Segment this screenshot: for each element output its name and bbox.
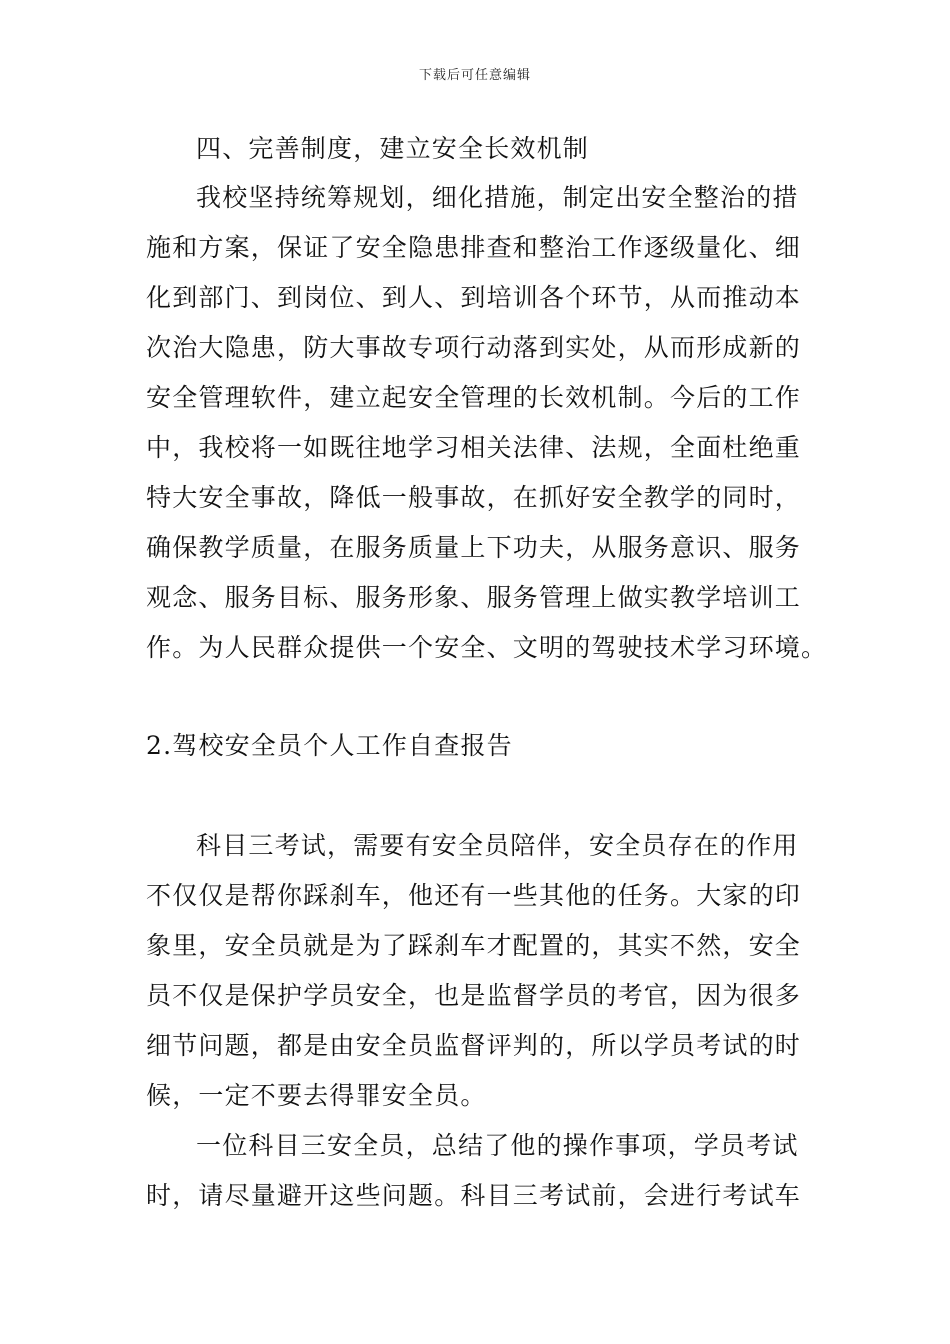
paragraph-line: 我校坚持统筹规划，细化措施，制定出安全整治的措 [196, 183, 799, 212]
paragraph-line: 化到部门、到岗位、到人、到培训各个环节，从而推动本 [146, 283, 802, 312]
paragraph-line: 候，一定不要去得罪安全员。 [146, 1081, 487, 1110]
paragraph-line: 安全管理软件，建立起安全管理的长效机制。今后的工作 [146, 383, 802, 412]
paragraph-line: 确保教学质量，在服务质量上下功夫，从服务意识、服务 [146, 533, 802, 562]
paragraph-line: 时，请尽量避开这些问题。科目三考试前，会进行考试车 [146, 1181, 802, 1210]
paragraph-line: 观念、服务目标、服务形象、服务管理上做实教学培训工 [146, 583, 802, 612]
paragraph-line: 细节问题，都是由安全员监督评判的，所以学员考试的时 [146, 1031, 802, 1060]
paragraph-line: 特大安全事故，降低一般事故，在抓好安全教学的同时， [146, 483, 802, 512]
section-heading: 四、完善制度，建立安全长效机制 [196, 134, 590, 163]
paragraph-line: 施和方案，保证了安全隐患排查和整治工作逐级量化、细 [146, 233, 802, 262]
paragraph-line: 科目三考试，需要有安全员陪伴，安全员存在的作用 [196, 831, 799, 860]
paragraph-line: 象里，安全员就是为了踩刹车才配置的，其实不然，安全 [146, 931, 802, 960]
paragraph-line: 中，我校将一如既往地学习相关法律、法规，全面杜绝重 [146, 433, 802, 462]
paragraph-line: 作。为人民群众提供一个安全、文明的驾驶技术学习环境。 [146, 633, 828, 662]
page-header: 下载后可任意编辑 [418, 68, 531, 83]
section-title: 2.驾校安全员个人工作自查报告 [146, 731, 513, 760]
paragraph-line: 员不仅是保护学员安全，也是监督学员的考官，因为很多 [146, 981, 802, 1010]
paragraph-line: 次治大隐患，防大事故专项行动落到实处，从而形成新的 [146, 333, 802, 362]
paragraph-line: 不仅仅是帮你踩刹车，他还有一些其他的任务。大家的印 [146, 881, 802, 910]
paragraph-line: 一位科目三安全员，总结了他的操作事项，学员考试 [196, 1131, 799, 1160]
